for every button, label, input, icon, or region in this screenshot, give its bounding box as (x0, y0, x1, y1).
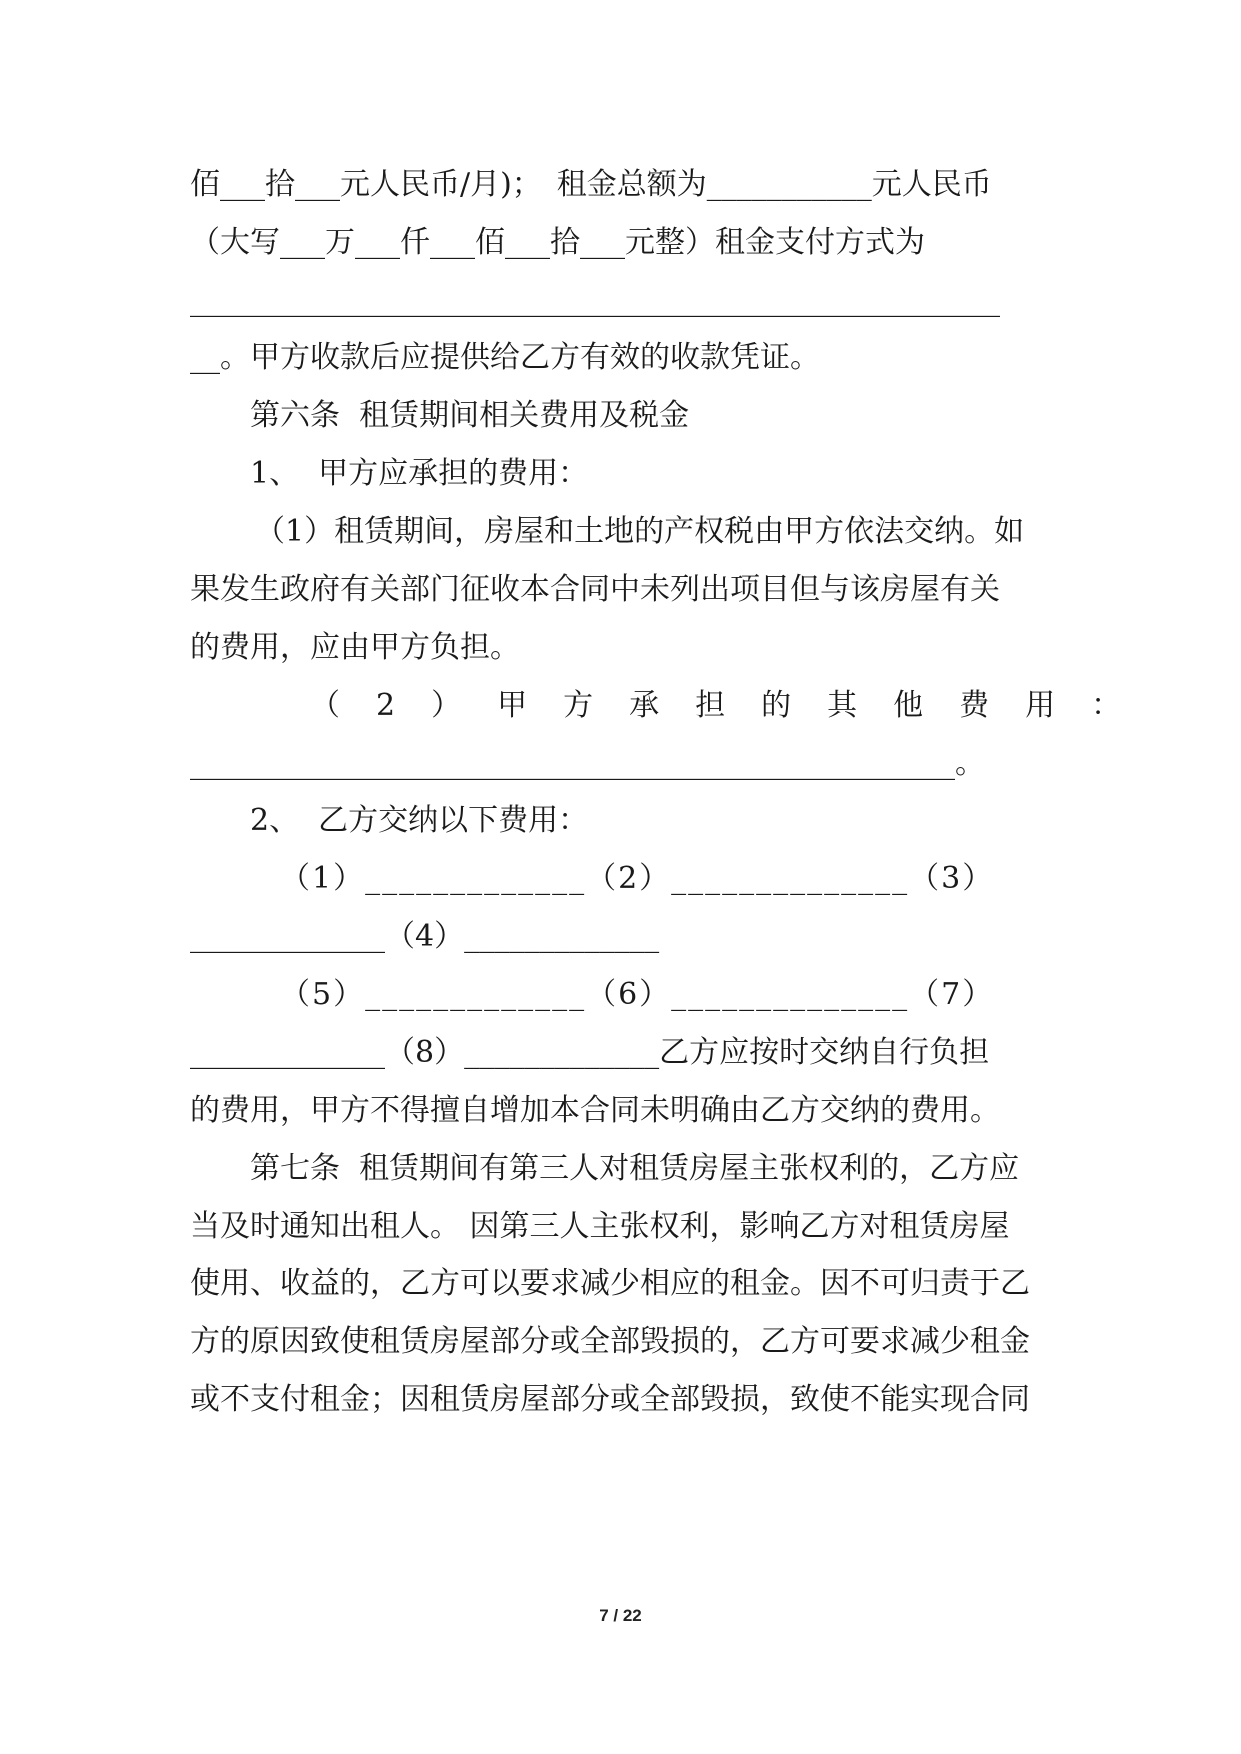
text-line-11: ___________________________________________________。 (190, 746, 985, 781)
text-line-2: （大写___万___仟___佰___拾___元整）租金支付方式为 (190, 225, 925, 260)
text-line-21: 方的原因致使租赁房屋部分或全部毁损的，乙方可要求减少租金 (190, 1324, 1030, 1359)
text-line-20: 使用、收益的，乙方可以要求减少相应的租金。因不可归责于乙 (190, 1266, 1030, 1301)
text-line-1: 佰___拾___元人民币/月)； 租金总额为___________元人民币 (190, 167, 992, 202)
text-line-12: 2、 乙方交纳以下费用： (250, 803, 589, 838)
text-line-19: 当及时通知出租人。 因第三人主张权利，影响乙方对租赁房屋 (190, 1209, 1010, 1244)
text-line-10: （2）甲方承担的其他费用： (310, 688, 1158, 723)
text-line-7: （1）租赁期间，房屋和土地的产权税由甲方依法交纳。如 (255, 514, 1025, 549)
section-heading-7: 第七条 租赁期间有第三人对租赁房屋主张权利的，乙方应 (250, 1151, 1020, 1186)
text-line-9: 的费用，应由甲方负担。 (190, 630, 520, 665)
text-line-22: 或不支付租金；因租赁房屋部分或全部毁损，致使不能实现合同 (190, 1382, 1030, 1417)
text-line-8: 果发生政府有关部门征收本合同中未列出项目但与该房屋有关 (190, 572, 1000, 607)
text-line-3: ______________________________________________________ (190, 283, 1000, 318)
page-number: 7 / 22 (599, 1606, 642, 1625)
text-line-16: _____________（8）_____________乙方应按时交纳自行负担 (190, 1035, 990, 1070)
text-line-17: 的费用，甲方不得擅自增加本合同未明确由乙方交纳的费用。 (190, 1093, 1000, 1128)
text-line-13: （1）_____________（2）______________（3） (280, 861, 995, 896)
text-line-6: 1、 甲方应承担的费用： (250, 456, 589, 491)
section-heading-6: 第六条 租赁期间相关费用及税金 (250, 398, 690, 433)
text-line-15: （5）_____________（6）______________（7） (280, 977, 995, 1012)
text-line-4: __。甲方收款后应提供给乙方有效的收款凭证。 (190, 340, 820, 375)
text-line-14: _____________（4）_____________ (190, 919, 660, 954)
